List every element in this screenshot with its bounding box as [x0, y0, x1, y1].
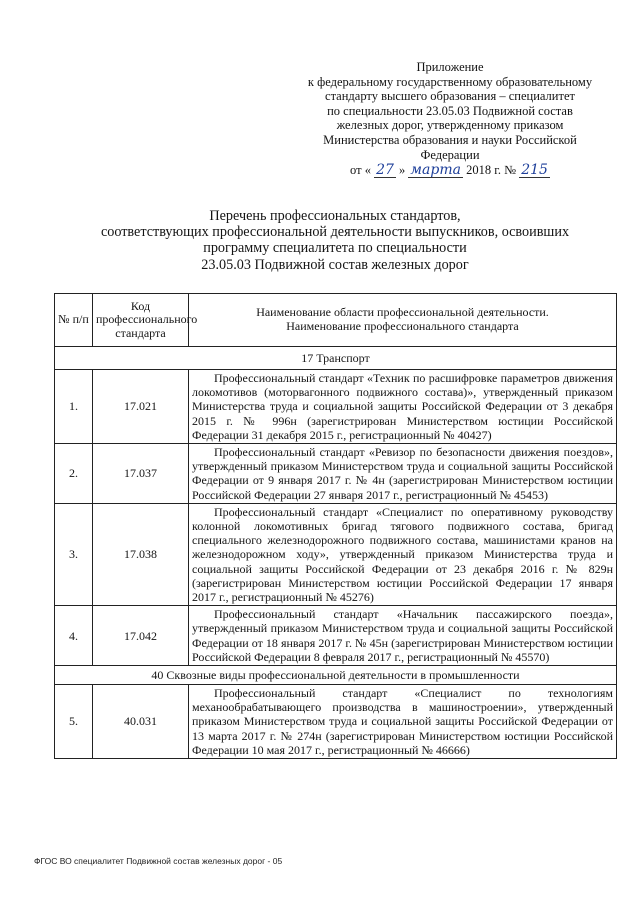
- heading-line: программу специалитета по специальности: [203, 240, 467, 257]
- header-number: № п/п: [55, 294, 93, 347]
- handwritten-order-number: 215: [521, 162, 548, 179]
- header-name: [189, 294, 617, 347]
- row-description-text: Профессиональный стандарт «Специалист по оперативному руководству колонной локомотивных бригад тягового подвижного состава, бригад специального железнодорожного подвижного состава, машинистами кранов на железнодорожном ходу», утвержденный приказом Министерства труда и социальной защиты Российской Федерации от 23 декабря 2016 г. № 829н (зарегистрирован Министерством юстиции Российской Федерации 17 января 2017 г., регистрационный № 45276): [192, 504, 613, 605]
- appendix-line: стандарту высшего образования – специалитет: [325, 89, 575, 104]
- row-code: 40.031: [93, 685, 189, 759]
- heading-line: соответствующих профессиональной деятельности выпускников, освоивших: [100, 224, 570, 241]
- row-code: 17.037: [93, 444, 189, 504]
- appendix-line: по специальности 23.05.03 Подвижной состав: [327, 103, 573, 118]
- appendix-line: железных дорог, утвержденному приказом: [336, 118, 564, 133]
- date-mid: »: [399, 163, 406, 178]
- section-row: [55, 666, 617, 685]
- section-row: [55, 347, 617, 370]
- table-row: [55, 606, 617, 666]
- handwritten-day: 27: [376, 162, 394, 179]
- section-title: 40 Сквозные виды профессиональной деятельности в промышленности: [55, 666, 617, 685]
- row-description-text: Профессиональный стандарт «Техник по расшифровке параметров движения локомотивов (моторвагонного подвижного состава)», утвержденный приказом Министерства труда и социальной защиты Российской Федерации от 3 декабря 2015 г. № 996н (зарегистрирован Министерством юстиции Российской Федерации 31 декабря 2015 г., регистрационный № 40427): [192, 371, 613, 442]
- date-year: 2018 г. №: [466, 163, 517, 178]
- row-description: [189, 685, 617, 759]
- handwritten-month: марта: [410, 162, 461, 179]
- header-code: Код профессионального стандарта: [93, 294, 189, 347]
- row-description: [189, 370, 617, 444]
- row-description: [189, 444, 617, 504]
- page-footer: ФГОС ВО специалитет Подвижной состав железных дорог - 05: [34, 856, 283, 866]
- row-number: 2.: [55, 444, 93, 504]
- appendix-line: к федеральному государственному образовательному: [307, 74, 593, 89]
- row-number: 5.: [55, 685, 93, 759]
- header-name-line2: Наименование профессионального стандарта: [286, 319, 519, 333]
- appendix-line: Министерства образования и науки Российской: [323, 132, 577, 147]
- row-code: 17.021: [93, 370, 189, 444]
- row-number: 3.: [55, 503, 93, 605]
- appendix-line: Федерации: [420, 147, 480, 162]
- table-row: [55, 370, 617, 444]
- heading-line: Перечень профессиональных стандартов,: [209, 208, 461, 224]
- row-code: 17.042: [93, 606, 189, 666]
- row-number: 1.: [55, 370, 93, 444]
- table-row: [55, 444, 617, 504]
- order-date-line: [300, 163, 600, 178]
- table-header-row: [55, 294, 617, 347]
- row-number: 4.: [55, 606, 93, 666]
- header-name-line1: Наименование области профессиональной деятельности.: [256, 305, 549, 320]
- row-description-text: Профессиональный стандарт «Ревизор по безопасности движения поездов», утвержденный приказом Министерством труда и социальной защиты Российской Федерации от 9 января 2017 г. № 4н (зарегистрирован Министерством юстиции Российской Федерации 27 января 2017 г., регистрационный № 45453): [192, 445, 613, 502]
- appendix-header: [300, 60, 600, 178]
- document-heading: [40, 208, 630, 273]
- standards-table: [54, 293, 617, 759]
- row-description: [189, 606, 617, 666]
- row-code: 17.038: [93, 503, 189, 605]
- heading-line: 23.05.03 Подвижной состав железных дорог: [201, 256, 469, 273]
- row-description: [189, 503, 617, 605]
- table-row: [55, 685, 617, 759]
- table-row: [55, 503, 617, 605]
- date-prefix: от «: [350, 163, 371, 178]
- appendix-line: Приложение: [416, 60, 484, 74]
- row-description-text: Профессиональный стандарт «Специалист по технологиям механообрабатывающего производства в машиностроении», утвержденный приказом Министерством труда и социальной защиты Российской Федерации от 13 марта 2017 г. № 274н (зарегистрирован Министерством юстиции Российской Федерации 10 мая 2017 г., регистрационный № 46666): [192, 686, 613, 757]
- section-title: 17 Транспорт: [55, 347, 617, 370]
- row-description-text: Профессиональный стандарт «Начальник пассажирского поезда», утвержденный приказом Министерством труда и социальной защиты Российской Федерации от 18 января 2017 г. № 45н (зарегистрирован Министерством юстиции Российской Федерации 8 февраля 2017 г., регистрационный № 45570): [192, 607, 613, 664]
